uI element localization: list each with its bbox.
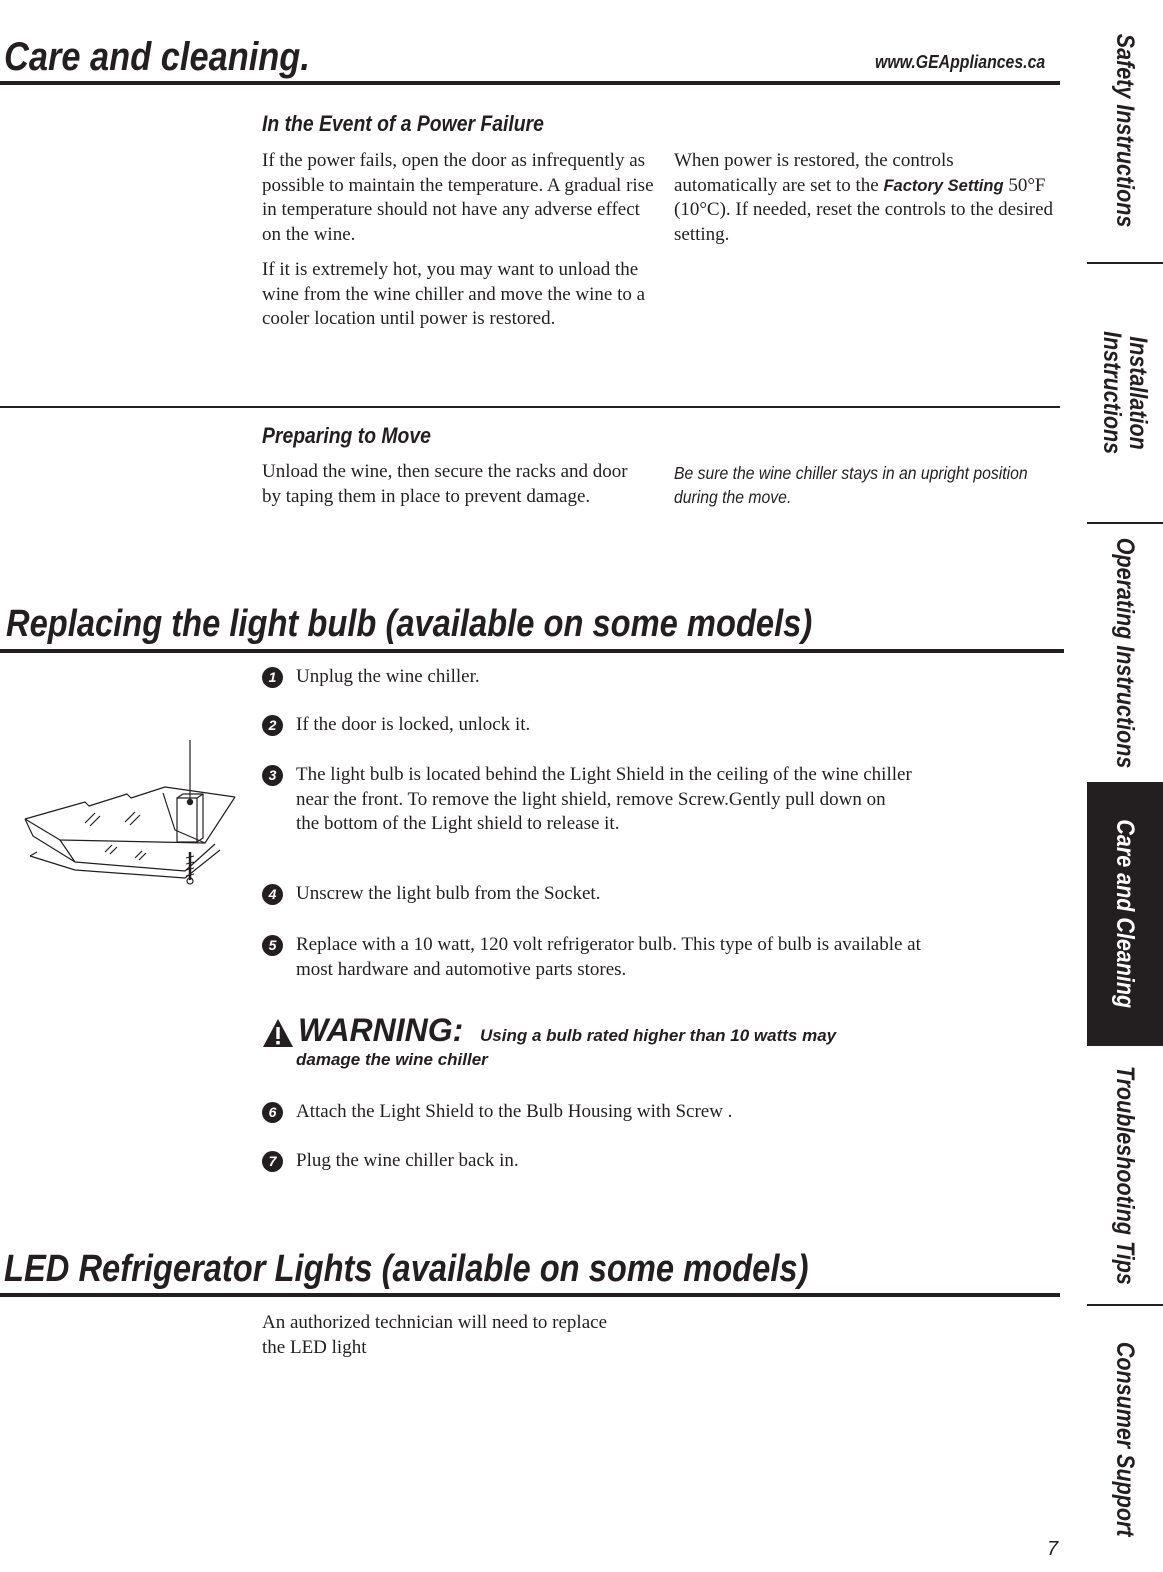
led-rule: [0, 1293, 1060, 1297]
step-text-5: Replace with a 10 watt, 120 volt refrigerator bulb. This type of bulb is available at most hardware and automotive parts stores.: [296, 934, 921, 980]
tab-operating-label: Operating Instructions: [1111, 537, 1139, 769]
moving-note: Be sure the wine chiller stays in an upright position during the move.: [674, 463, 1028, 507]
step-3: [262, 763, 912, 837]
step-7: [262, 1149, 942, 1174]
preparing-to-move-heading: Preparing to Move: [262, 423, 431, 448]
tab-troubleshooting-tips[interactable]: [1087, 1046, 1163, 1304]
moving-left-text: Unload the wine, then secure the racks and door by taping them in place to prevent damage.: [262, 461, 628, 507]
power-restored-paragraph: [674, 149, 1060, 247]
step-text-3: The light bulb is located behind the Light Shield in the ceiling of the wine chiller near the front. To remove the light shield, remove Screw.Gently pull down on the bottom of the Light shield to release it.: [296, 764, 912, 834]
tab-safety-instructions[interactable]: [1087, 0, 1163, 262]
section-rule-1: [0, 406, 1060, 408]
step-5: [262, 933, 942, 982]
power-failure-paragraph-1: If the power fails, open the door as infrequently as possible to maintain the temperature. A gradual rise in temperature should not have any adverse effect on the wine.: [262, 150, 654, 245]
step-number-1: 1: [262, 667, 283, 688]
step-number-6: 6: [262, 1102, 283, 1123]
tab-troubleshooting-label: Troubleshooting Tips: [1111, 1065, 1139, 1285]
step-text-1: Unplug the wine chiller.: [296, 666, 480, 687]
warning-triangle-icon: [262, 1018, 294, 1048]
power-failure-heading: In the Event of a Power Failure: [262, 111, 544, 136]
tab-care-label: Care and Cleaning: [1111, 819, 1139, 1009]
step-number-5: 5: [262, 935, 283, 956]
power-restored-text-b: 50°F (10°C). If needed, reset the controls to the desired setting.: [674, 174, 1054, 245]
page-title: Care and cleaning.: [4, 35, 310, 79]
step-number-7: 7: [262, 1151, 283, 1172]
tab-care-and-cleaning[interactable]: [1087, 782, 1163, 1046]
step-text-7: Plug the wine chiller back in.: [296, 1150, 519, 1171]
power-failure-paragraph-2: If it is extremely hot, you may want to unload the wine from the wine chiller and move the wine to a cooler location until power is restored.: [262, 259, 646, 329]
header-rule: [0, 81, 1060, 85]
tab-operating-instructions[interactable]: [1087, 524, 1163, 782]
step-number-3: 3: [262, 765, 283, 786]
light-bulb-heading: Replacing the light bulb (available on some models): [6, 603, 813, 645]
led-heading: LED Refrigerator Lights (available on some models): [4, 1248, 809, 1290]
power-failure-left: [262, 149, 658, 343]
tab-installation-instructions[interactable]: [1087, 264, 1163, 522]
step-number-4: 4: [262, 884, 283, 905]
tab-consumer-label: Consumer Support: [1111, 1341, 1139, 1537]
light-bulb-rule: [0, 649, 1064, 653]
light-shield-illustration: [15, 740, 245, 885]
step-number-2: 2: [262, 715, 283, 736]
led-text: An authorized technician will need to replace the LED light: [262, 1312, 608, 1358]
warning-block: [262, 1012, 942, 1069]
website-url[interactable]: www.GEAppliances.ca: [875, 52, 1046, 72]
page-number: 7: [1047, 1538, 1059, 1560]
step-text-6: Attach the Light Shield to the Bulb Housing with Screw .: [296, 1101, 733, 1122]
tab-consumer-support[interactable]: [1087, 1306, 1163, 1572]
step-text-2: If the door is locked, unlock it.: [296, 714, 531, 735]
warning-text: Using a bulb rated higher than 10 watts may damage the wine chiller: [296, 1026, 837, 1069]
tab-safety-label: Safety Instructions: [1111, 34, 1139, 228]
section-tabs: [1087, 0, 1163, 1572]
power-restored-text-a: When power is restored, the controls automatically are set to the: [674, 150, 954, 196]
step-1: [262, 665, 942, 690]
step-6: [262, 1100, 942, 1125]
step-text-4: Unscrew the light bulb from the Socket.: [296, 883, 601, 904]
factory-setting-label: Factory Setting: [883, 176, 1004, 195]
step-2: [262, 713, 942, 738]
tab-installation-label: Installation Instructions: [1098, 331, 1152, 455]
step-4: [262, 882, 942, 907]
warning-label: WARNING:: [298, 1012, 464, 1048]
